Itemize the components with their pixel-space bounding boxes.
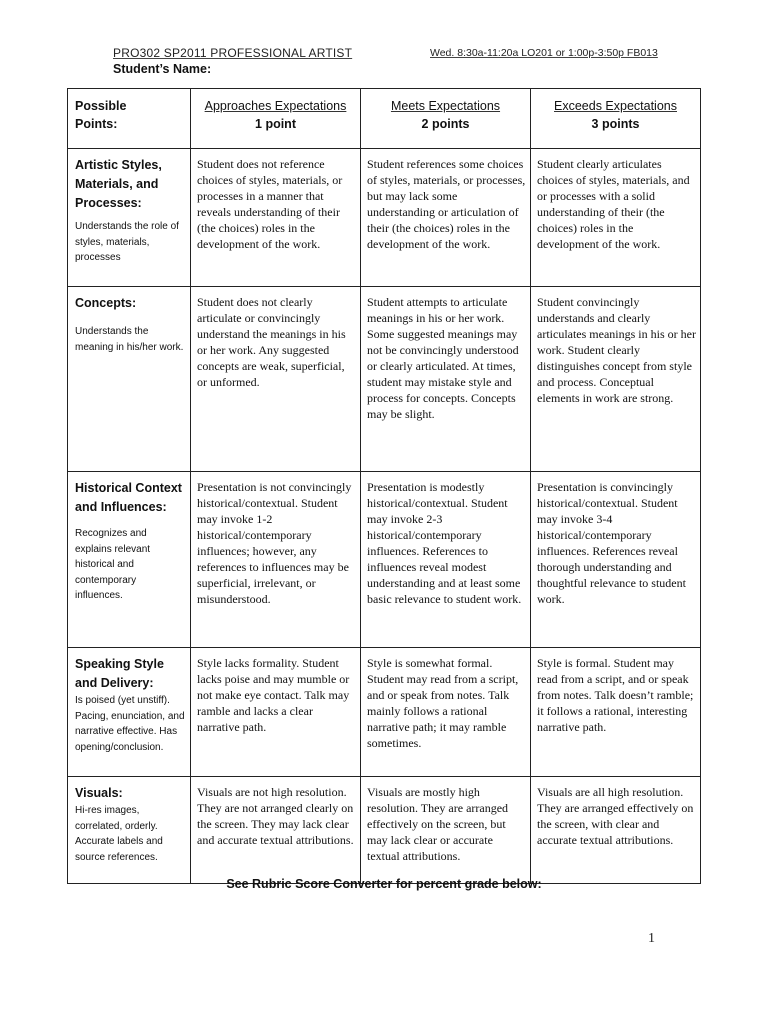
descriptor-cell: Student references some choices of styles, materials, or processes, but may lack some understanding or articulation of their (the choices) roles in the development of the work.: [361, 149, 531, 287]
level-name: Exceeds Expectations: [554, 99, 677, 113]
level-name: Approaches Expectations: [204, 99, 347, 113]
descriptor-cell: Student attempts to articulate meanings in his or her work. Some suggested meanings may not be convincingly understood or clearly articulated. At times, student may mistake style and process for concepts. Concepts may be slight.: [361, 287, 531, 472]
level-points: 2 points: [421, 117, 470, 131]
criterion-title: Historical Context and Influences:: [75, 481, 182, 514]
criterion-description: Hi-res images, correlated, orderly. Accurate labels and source references.: [75, 805, 163, 863]
criterion-description: Is poised (yet unstiff). Pacing, enunciation, and narrative effective. Has opening/conclusion.: [75, 695, 185, 753]
descriptor-cell: Presentation is convincingly historical/contextual. Student may invoke 3-4 historical/contemporary influences. References reveal thorough understanding and thoughtful relevance to student work.: [531, 472, 701, 648]
class-schedule: Wed. 8:30a-11:20a LO201 or 1:00p-3:50p FB013: [430, 47, 658, 59]
criterion-cell: [68, 777, 191, 884]
descriptor-cell: Style lacks formality. Student lacks poise and may mumble or not make eye contact. Talk may ramble and lacks a clear narrative path.: [191, 648, 361, 777]
descriptor-cell: Visuals are mostly high resolution. They are arranged effectively on the screen, but may lack clear or accurate textual attributions.: [361, 777, 531, 884]
criterion-cell: [68, 287, 191, 472]
student-name-label: Student’s Name:: [113, 62, 212, 76]
corner-line-2: Points:: [75, 117, 118, 131]
table-row: [68, 472, 701, 648]
level-header-approaches: [191, 89, 361, 149]
descriptor-cell: Student clearly articulates choices of styles, materials, and or processes with a solid understanding of their (the choices) roles in the development of the work.: [531, 149, 701, 287]
level-name: Meets Expectations: [390, 99, 501, 113]
level-header-exceeds: [531, 89, 701, 149]
criterion-description: Understands the role of styles, materials, processes: [75, 221, 179, 263]
criterion-cell: [68, 472, 191, 648]
course-title: PRO302 SP2011 PROFESSIONAL ARTIST: [113, 46, 353, 60]
table-row: [68, 287, 701, 472]
criterion-description: Recognizes and explains relevant historical and contemporary influences.: [75, 528, 151, 601]
table-row: [68, 149, 701, 287]
corner-line-1: Possible: [75, 99, 127, 113]
criterion-title: Artistic Styles, Materials, and Processes:: [75, 158, 162, 210]
descriptor-cell: Presentation is not convincingly historical/contextual. Student may invoke 1-2 historical/contemporary influences; however, any references to influences may be superficial, irrelevant, or misunderstood.: [191, 472, 361, 648]
descriptor-cell: Student convincingly understands and clearly articulates meanings in his or her work. Student clearly distinguishes concept from style and process. Conceptual elements in work are strong.: [531, 287, 701, 472]
criterion-title: Speaking Style and Delivery:: [75, 657, 164, 690]
level-points: 3 points: [591, 117, 640, 131]
rubric-table: [67, 88, 701, 884]
criterion-cell: [68, 648, 191, 777]
header-row: [68, 89, 701, 149]
level-header-meets: [361, 89, 531, 149]
level-points: 1 point: [255, 117, 296, 131]
descriptor-cell: Visuals are all high resolution. They are arranged effectively on the screen, with clear and accurate textual attributions.: [531, 777, 701, 884]
descriptor-cell: Style is somewhat formal. Student may read from a script, and or speak from notes. Talk mainly follows a rational narrative path; it may ramble sometimes.: [361, 648, 531, 777]
descriptor-cell: Visuals are not high resolution. They are not arranged clearly on the screen. They may lack clear and accurate textual attributions.: [191, 777, 361, 884]
score-converter-note: See Rubric Score Converter for percent grade below:: [226, 877, 542, 891]
descriptor-cell: Style is formal. Student may read from a script, and or speak from notes. Talk doesn’t ramble; it follows a rational, interesting narrative path.: [531, 648, 701, 777]
descriptor-cell: Presentation is modestly historical/contextual. Student may invoke 2-3 historical/contemporary influences. References to influences reveal modest understanding and at least some basic relevance to student work.: [361, 472, 531, 648]
descriptor-cell: Student does not clearly articulate or convincingly understand the meanings in his or her work. Any suggested concepts are weak, superficial, or unformed.: [191, 287, 361, 472]
table-row: [68, 777, 701, 884]
criterion-description: Understands the meaning in his/her work.: [75, 326, 184, 353]
criterion-title: Visuals:: [75, 786, 123, 800]
page-number: 1: [648, 931, 655, 946]
descriptor-cell: Student does not reference choices of styles, materials, or processes in a manner that reveals understanding of their (the choices) roles in the development of the work.: [191, 149, 361, 287]
criterion-title: Concepts:: [75, 296, 137, 310]
table-row: [68, 648, 701, 777]
criterion-cell: [68, 149, 191, 287]
possible-points-header: [68, 89, 191, 149]
